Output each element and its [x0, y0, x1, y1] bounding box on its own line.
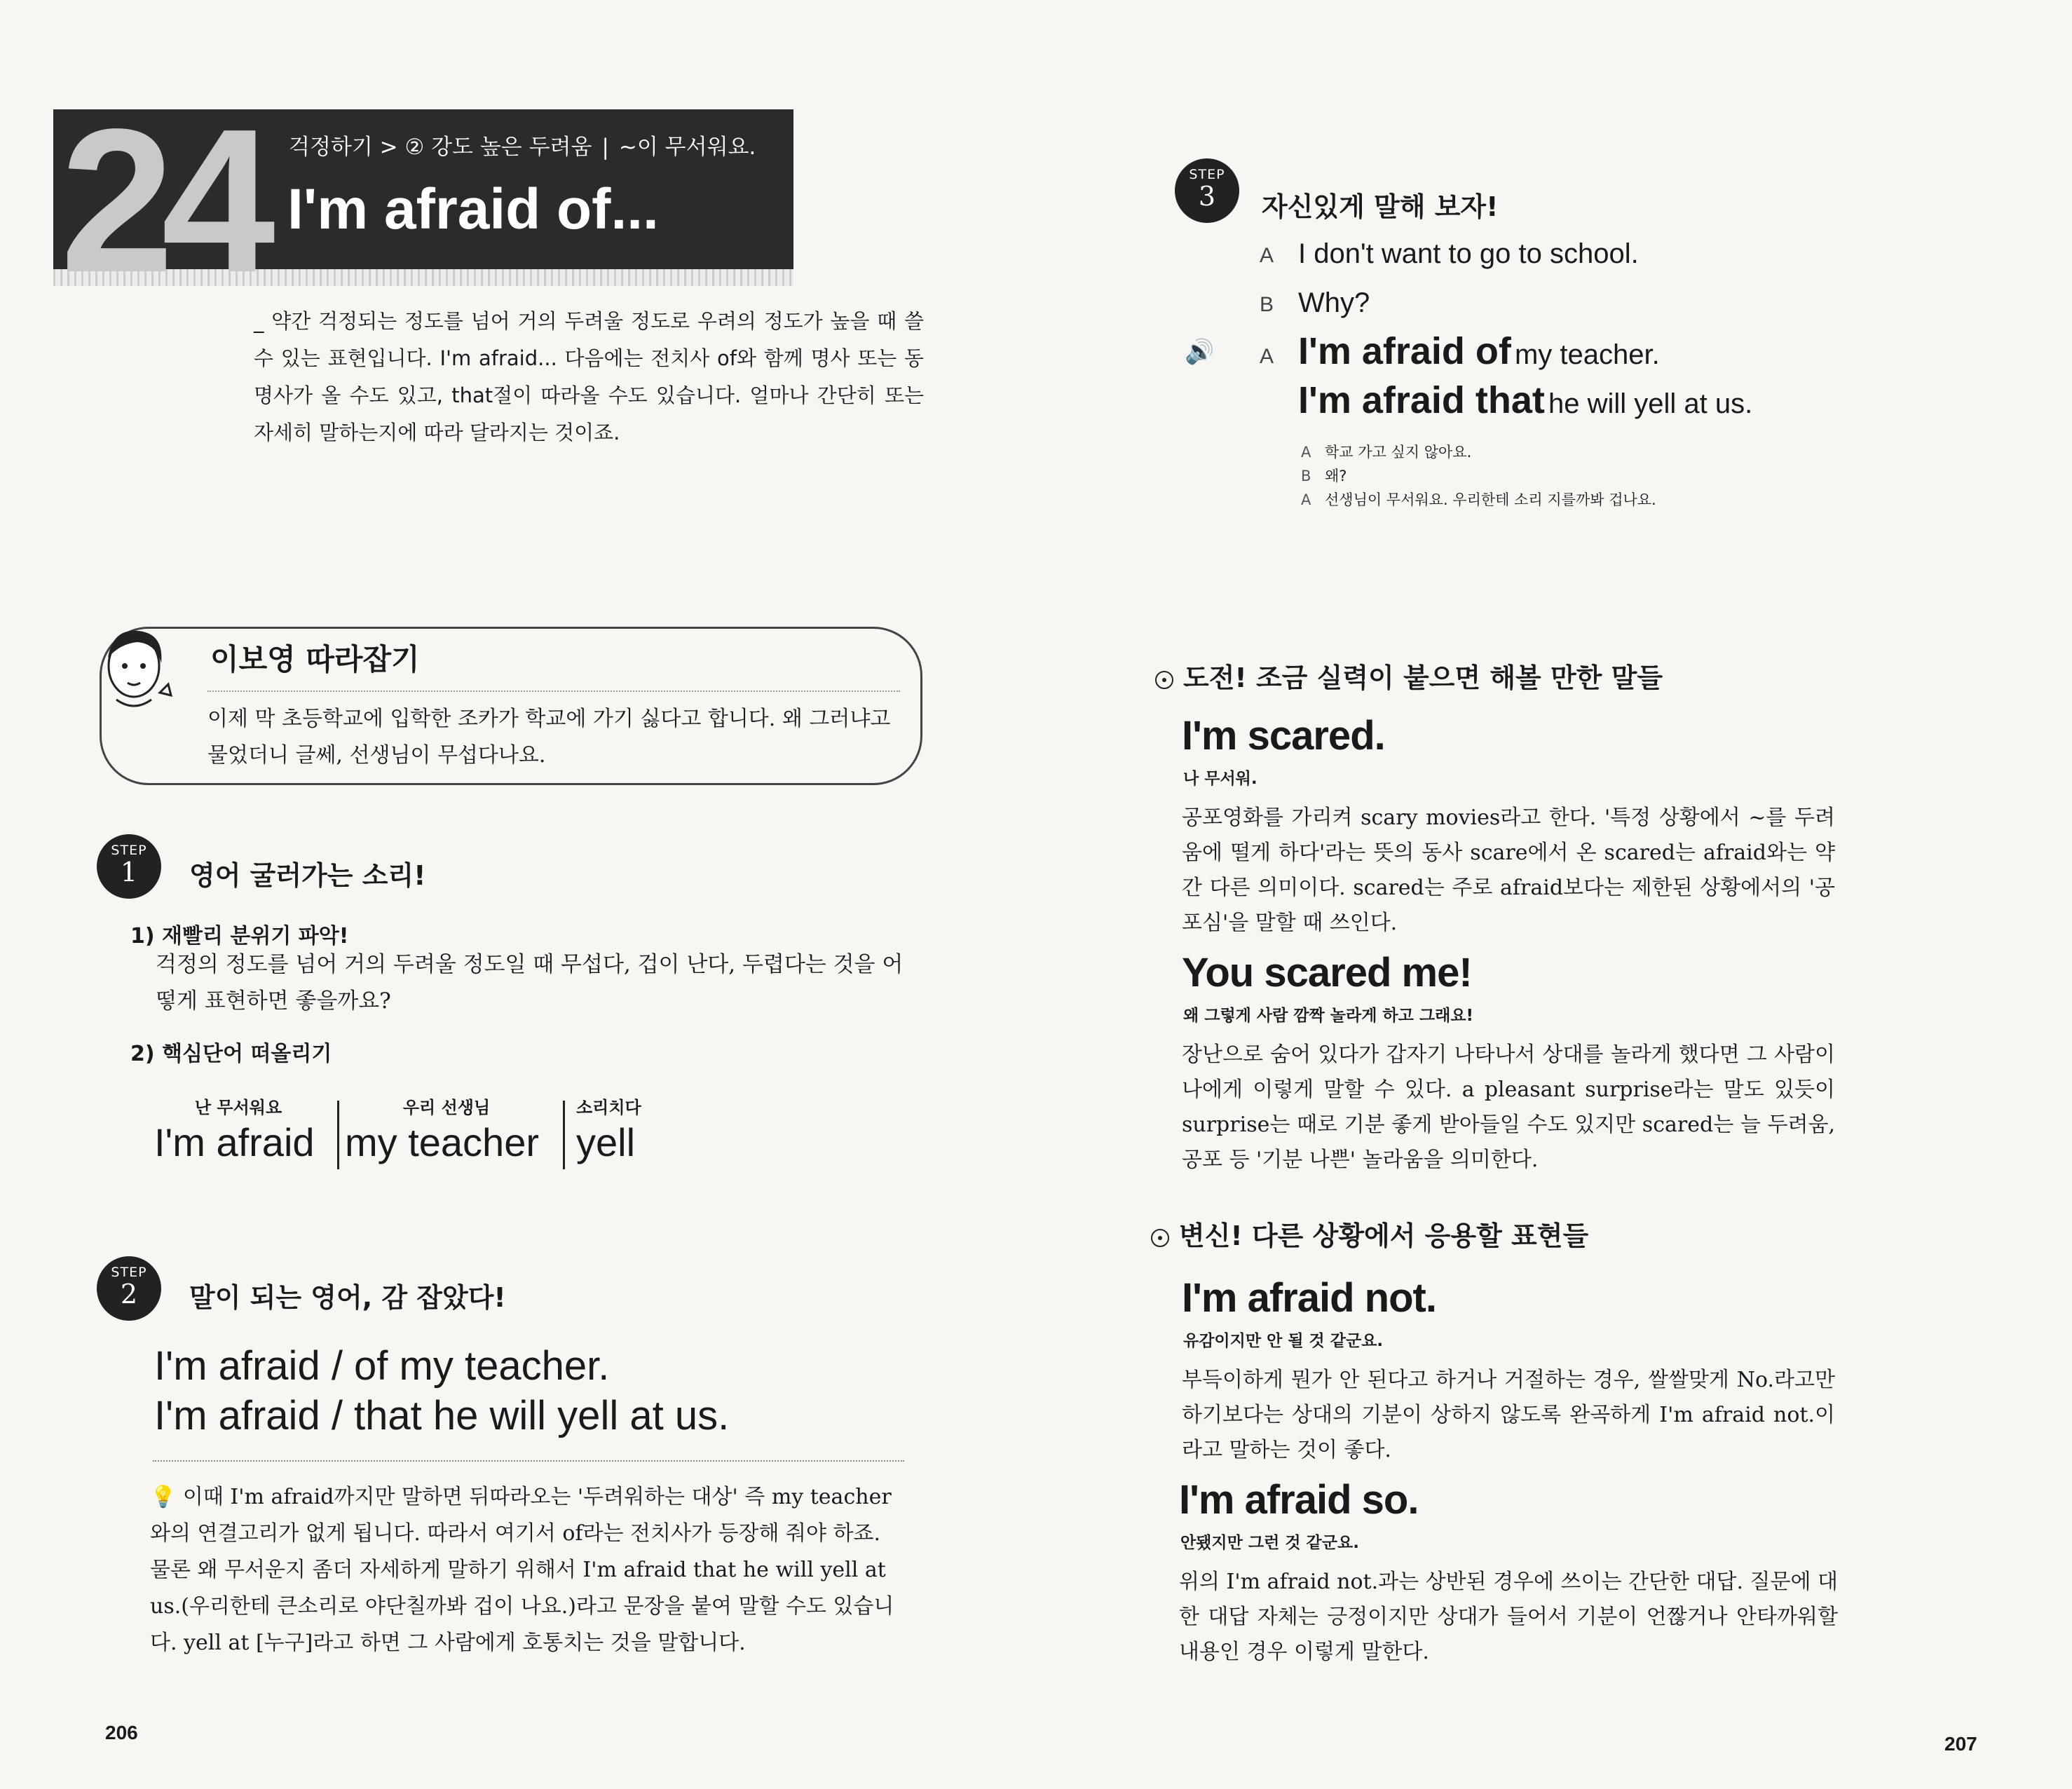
variation-meaning-2: 안됐지만 그런 것 같군요.	[1180, 1534, 1359, 1552]
follow-body: 이제 막 초등학교에 입학한 조카가 학교에 가기 싫다고 합니다. 왜 그러냐고 물었더니 글쎄, 선생님이 무섭다나요.	[207, 707, 891, 768]
dialogue-rest: he will yell at us.	[1548, 388, 1753, 419]
lesson-title: I'm afraid of...	[287, 177, 659, 241]
lesson-number: 24	[60, 86, 263, 315]
keyword-ko: 우리 선생님	[402, 1098, 491, 1117]
keyword-en: my teacher	[345, 1120, 539, 1164]
dialogue-speaker: A	[1260, 244, 1274, 267]
dialogue-line-emphasis	[1298, 329, 1660, 373]
step3-title: 자신있게 말해 보자!	[1262, 191, 1499, 222]
step1-badge	[97, 834, 161, 899]
keyword-group-2	[345, 1094, 548, 1165]
step-label: STEP	[111, 1265, 147, 1280]
dialogue-speaker: B	[1260, 293, 1274, 316]
dialogue-translation	[1301, 440, 1656, 512]
keyword-en: I'm afraid	[154, 1120, 315, 1164]
step-number: 2	[120, 1279, 138, 1310]
step1-title: 영어 굴러가는 소리!	[189, 860, 426, 891]
keyword-divider	[563, 1101, 565, 1169]
keyword-ko: 소리치다	[576, 1098, 641, 1117]
keyword-group-3	[576, 1094, 641, 1165]
step-label: STEP	[111, 843, 147, 858]
step2-divider	[153, 1460, 904, 1462]
step-label: STEP	[1189, 167, 1225, 182]
step2-note	[150, 1479, 906, 1661]
step-number: 3	[1198, 181, 1216, 212]
breadcrumb-category: 걱정하기 > ② 강도 높은 두려움	[289, 135, 592, 160]
keyword-divider	[337, 1101, 339, 1169]
challenge-phrase-2: You scared me!	[1182, 950, 1472, 995]
translation-line: A 학교 가고 싶지 않아요.	[1301, 444, 1472, 461]
teacher-face-icon	[95, 623, 179, 721]
follow-divider	[207, 691, 900, 692]
step2-title: 말이 되는 영어, 감 잡았다!	[189, 1282, 506, 1313]
breadcrumb-meaning: ~이 무서워요.	[618, 135, 756, 160]
target-icon	[1155, 671, 1173, 689]
step2-sentence-1: I'm afraid / of my teacher.	[154, 1343, 610, 1389]
variation-desc-1: 부득이하게 뭔가 안 된다고 하거나 거절하는 경우, 쌀쌀맞게 No.라고만 하기보다는 상대의 기분이 상하지 않도록 완곡하게 I'm afraid not.이라고 말하는 것이 좋다.	[1182, 1368, 1835, 1462]
translation-line: B 왜?	[1301, 468, 1347, 484]
lesson-breadcrumb	[289, 129, 756, 161]
breadcrumb-separator: |	[601, 135, 609, 160]
challenge-heading: 도전! 조금 실력이 붙으면 해볼 만한 말들	[1155, 656, 1663, 695]
dialogue-line: I don't want to go to school.	[1298, 238, 1639, 269]
challenge-meaning-2: 왜 그렇게 사람 깜짝 놀라게 하고 그래요!	[1183, 1007, 1474, 1025]
dialogue-line-emphasis	[1298, 379, 1752, 422]
step-number: 1	[120, 857, 138, 887]
intro-paragraph: _ 약간 걱정되는 정도를 넘어 거의 두려울 정도로 우려의 정도가 높을 때 쓸 수 있는 표현입니다. I'm afraid... 다음에는 전치사 of와 함께 명사 또는 동명사가 올 수도 있고, that절이 따라올 수도 있습니다. 얼마나 간단히 또는 자세히 말하는지에 따라 달라지는 것이죠.	[254, 309, 924, 444]
keyword-ko: 난 무서워요	[194, 1098, 282, 1117]
challenge-meaning-1: 나 무서워.	[1183, 770, 1257, 788]
step3-badge	[1175, 158, 1239, 223]
dialogue-speaker: A	[1260, 345, 1274, 368]
step2-note-text: 이때 I'm afraid까지만 말하면 뒤따라오는 '두려워하는 대상' 즉 my teacher와의 연결고리가 없게 됩니다. 따라서 여기서 of라는 전치사가 등장해 줘야 하죠. 물론 왜 무서운지 좀더 자세하게 말하기 위해서 I'm afraid that he will yell at us.(우리한테 큰소리로 야단칠까봐 겁이 나요.)라고 문장을 붙여 말할 수도 있습니다. yell at [누구]라고 하면 그 사람에게 호통치는 것을 말합니다.	[150, 1485, 894, 1655]
dialogue-rest: my teacher.	[1514, 339, 1660, 370]
variation-phrase-2: I'm afraid so.	[1179, 1477, 1419, 1523]
step2-sentence-2: I'm afraid / that he will yell at us.	[154, 1393, 730, 1438]
step2-badge	[97, 1256, 161, 1321]
lightbulb-icon: 💡	[150, 1485, 183, 1509]
step1-subheading-2: 2) 핵심단어 떠올리기	[130, 1042, 332, 1066]
dialogue-line: Why?	[1298, 287, 1370, 318]
challenge-desc-1: 공포영화를 가리켜 scary movies라고 한다. '특정 상황에서 ~를 두려움에 떨게 하다'라는 뜻의 동사 scare에서 온 scared는 afraid와는 약간 다른 의미이다. scared는 주로 afraid보다는 제한된 상황에서의 '공포심'을 말할 때 쓰인다.	[1182, 805, 1835, 935]
follow-title: 이보영 따라잡기	[210, 642, 420, 676]
keyword-en: yell	[576, 1120, 636, 1164]
translation-line: A 선생님이 무서워요. 우리한테 소리 지를까봐 겁나요.	[1301, 491, 1656, 508]
challenge-phrase-1: I'm scared.	[1182, 713, 1385, 759]
variation-meaning-1: 유감이지만 안 될 것 같군요.	[1183, 1332, 1384, 1350]
speaker-icon[interactable]: 🔊	[1185, 338, 1215, 366]
keyword-group-1	[154, 1094, 322, 1165]
variation-desc-2: 위의 I'm afraid not.과는 상반된 경우에 쓰이는 간단한 대답. 질문에 대한 대답 자체는 긍정이지만 상대가 들어서 기분이 언짢거나 안타까워할 내용인 경우 이렇게 말한다.	[1179, 1570, 1838, 1664]
page-number-right: 207	[1944, 1733, 1977, 1755]
dialogue-key-phrase: I'm afraid that	[1298, 379, 1545, 421]
target-icon	[1151, 1229, 1169, 1247]
dialogue-key-phrase: I'm afraid of	[1298, 330, 1511, 372]
page-number-left: 206	[105, 1722, 138, 1743]
variation-heading: 변신! 다른 상황에서 응용할 표현들	[1151, 1214, 1588, 1253]
challenge-desc-2: 장난으로 숨어 있다가 갑자기 나타나서 상대를 놀라게 했다면 그 사람이 나에게 이렇게 말할 수 있다. a pleasant surprise라는 말도 있듯이 surprise는 때로 기분 좋게 받아들일 수도 있지만 scared는 늘 두려움, 공포 등 '기분 나쁜' 놀라움을 의미한다.	[1182, 1042, 1835, 1172]
step1-subheading-1: 1) 재빨리 분위기 파악!	[130, 924, 349, 948]
variation-phrase-1: I'm afraid not.	[1182, 1275, 1436, 1321]
step1-sub1-body: 걱정의 정도를 넘어 거의 두려울 정도일 때 무섭다, 겁이 난다, 두렵다는 것을 어떻게 표현하면 좋을까요?	[156, 952, 904, 1014]
